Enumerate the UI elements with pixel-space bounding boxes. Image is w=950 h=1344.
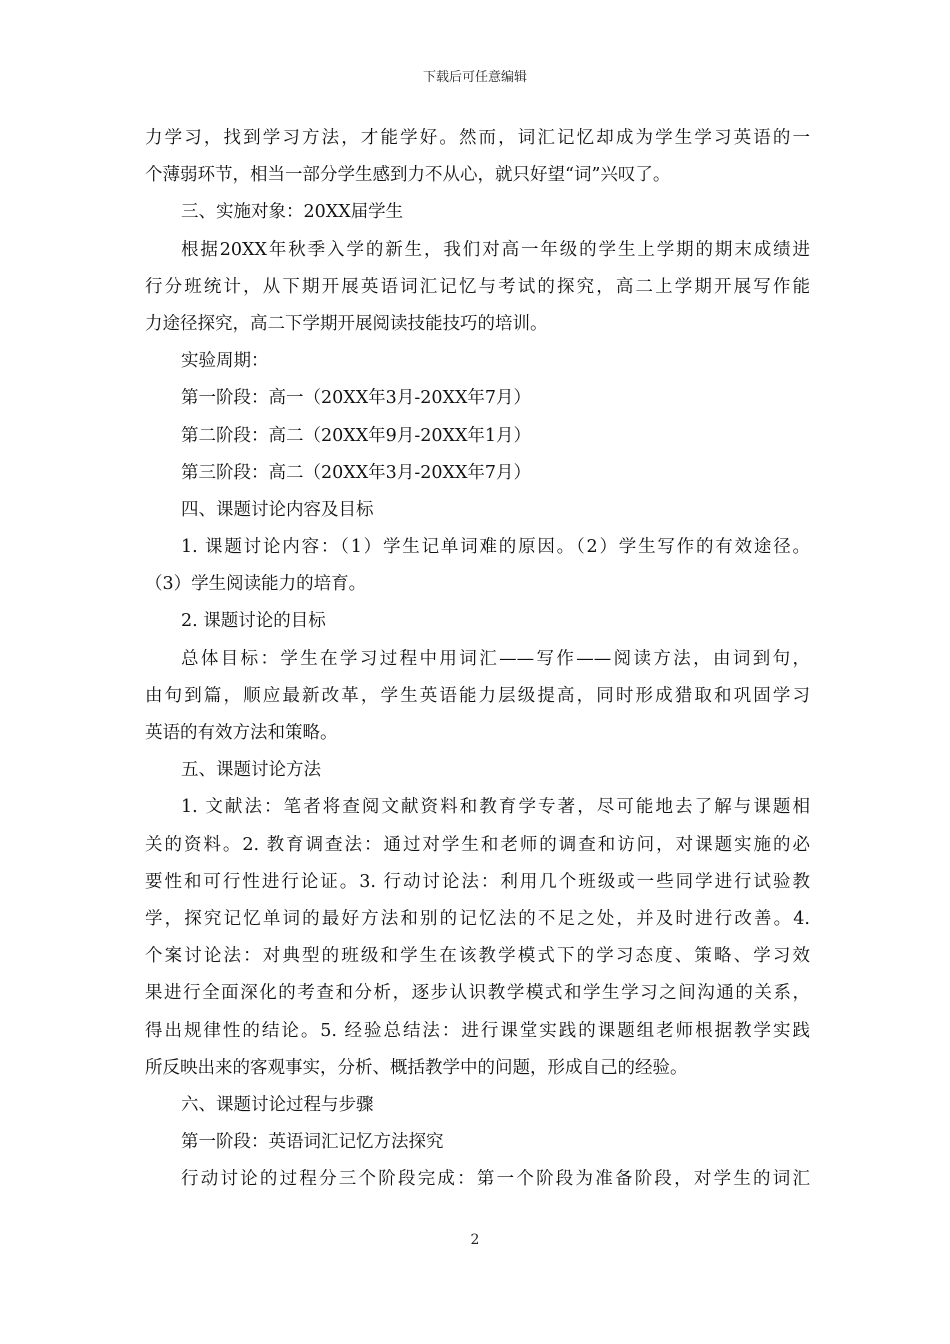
page-header: 下载后可任意编辑 bbox=[422, 70, 527, 85]
text-line: 要性和可行性进行论证。3. 行动讨论法：利用几个班级或一些同学进行试验教 bbox=[145, 871, 810, 892]
text-line: 果进行全面深化的考查和分析，逐步认识教学模式和学生学习之间沟通的关系， bbox=[145, 983, 810, 1004]
text-line: 第三阶段：高二（20XX年3月-20XX年7月） bbox=[181, 462, 532, 483]
text-line: 1. 文献法：笔者将查阅文献资料和教育学专著，尽可能地去了解与课题相 bbox=[181, 797, 810, 818]
text-line: （3）学生阅读能力的培育。 bbox=[145, 574, 367, 595]
text-line: 个案讨论法：对典型的班级和学生在该教学模式下的学习态度、策略、学习效 bbox=[145, 946, 810, 967]
page-number: 2 bbox=[470, 1232, 480, 1248]
text-line: 总体目标：学生在学习过程中用词汇——写作——阅读方法，由词到句， bbox=[181, 648, 810, 669]
text-line: 行动讨论的过程分三个阶段完成：第一个阶段为准备阶段，对学生的词汇 bbox=[181, 1169, 810, 1190]
text-line: 第二阶段：高二（20XX年9月-20XX年1月） bbox=[181, 425, 532, 446]
text-line: 根据20XX年秋季入学的新生，我们对高一年级的学生上学期的期末成绩进 bbox=[181, 239, 810, 260]
text-line: 英语的有效方法和策略。 bbox=[145, 723, 338, 743]
text-line: 得出规律性的结论。5. 经验总结法：进行课堂实践的课题组老师根据教学实践 bbox=[145, 1020, 810, 1041]
text-line: 2. 课题讨论的目标 bbox=[181, 611, 326, 632]
text-line: 力学习，找到学习方法，才能学好。然而，词汇记忆却成为学生学习英语的一 bbox=[145, 128, 810, 148]
text-line: 所反映出来的客观事实，分析、概括教学中的问题，形成自己的经验。 bbox=[145, 1057, 688, 1078]
text-line: 由句到篇，顺应最新改革，学生英语能力层级提高，同时形成猎取和巩固学习 bbox=[145, 685, 810, 706]
text-line: 四、课题讨论内容及目标 bbox=[181, 499, 374, 520]
text-line: 关的资料。2. 教育调查法：通过对学生和老师的调查和访问，对课题实施的必 bbox=[145, 834, 810, 855]
text-line: 三、实施对象：20XX届学生 bbox=[181, 202, 404, 223]
text-line: 个薄弱环节，相当一部分学生感到力不从心，就只好望“词”兴叹了。 bbox=[145, 165, 671, 186]
text-line: 第一阶段：英语词汇记忆方法探究 bbox=[181, 1132, 444, 1153]
text-line: 第一阶段：高一（20XX年3月-20XX年7月） bbox=[181, 388, 532, 409]
text-line: 行分班统计，从下期开展英语词汇记忆与考试的探究，高二上学期开展写作能 bbox=[145, 276, 810, 297]
text-line: 学，探究记忆单词的最好方法和别的记忆法的不足之处，并及时进行改善。4. bbox=[145, 908, 810, 929]
text-line: 1. 课题讨论内容：（1）学生记单词难的原因。（2）学生写作的有效途径。 bbox=[181, 537, 810, 558]
text-line: 力途径探究，高二下学期开展阅读技能技巧的培训。 bbox=[145, 313, 548, 334]
document-body bbox=[145, 120, 810, 1198]
text-line: 五、课题讨论方法 bbox=[181, 760, 321, 781]
text-line: 实验周期： bbox=[181, 351, 269, 372]
text-line: 六、课题讨论过程与步骤 bbox=[181, 1094, 374, 1115]
